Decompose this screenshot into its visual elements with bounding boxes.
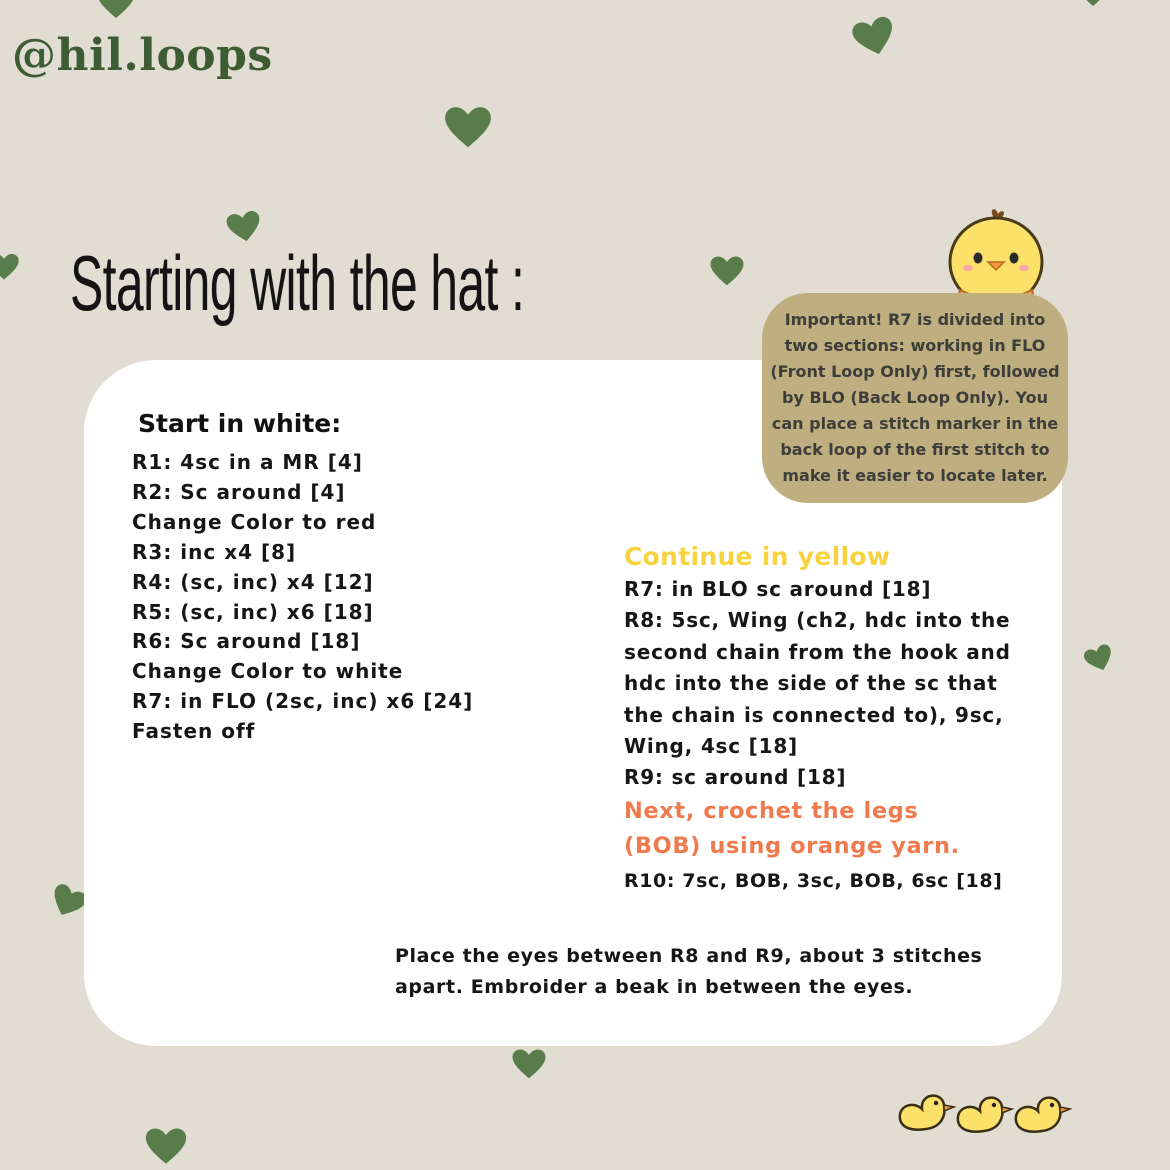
heart-icon (443, 103, 493, 149)
heart-icon (1080, 0, 1106, 6)
row-r7-blo: R7: in BLO sc around [18] (624, 577, 932, 601)
eyes-line: Place the eyes between R8 and R9, about 3 stitches (395, 945, 983, 967)
continue-in-yellow-heading: Continue in yellow (624, 542, 891, 571)
row-r8-cont: the chain is connected to), 9sc, (624, 702, 1004, 727)
row-r7-flo: R7: in FLO (2sc, inc) x6 [24] (132, 689, 474, 714)
row-r8-cont: Wing, 4sc [18] (624, 734, 798, 759)
important-note (762, 293, 1068, 503)
row-r8-cont: second chain from the hook and (624, 639, 1011, 664)
instagram-handle: @hil.loops (12, 30, 273, 81)
note-line: by BLO (Back Loop Only). You (781, 388, 1048, 407)
note-line: (Front Loop Only) first, followed (770, 362, 1060, 381)
row-r8-cont: hdc into the side of the sc that (624, 671, 998, 696)
note-line: two sections: working in FLO (784, 336, 1046, 355)
row-r6: R6: Sc around [18] (132, 629, 361, 654)
row-r5: R5: (sc, inc) x6 [18] (132, 599, 374, 624)
legs-heading: Next, crochet the legs (624, 797, 919, 824)
row-r9: R9: sc around [18] (624, 765, 847, 790)
duck-icon (896, 1085, 1072, 1135)
note-line: back loop of the first stitch to (780, 440, 1050, 459)
right-instructions (624, 540, 1011, 898)
row-r4: R4: (sc, inc) x4 [12] (132, 569, 374, 594)
heart-icon (144, 1124, 188, 1166)
note-line: make it easier to locate later. (782, 466, 1048, 485)
start-in-white-heading: Start in white: (138, 409, 342, 438)
heart-icon (511, 1046, 547, 1080)
row-r1: R1: 4sc in a MR [4] (132, 450, 363, 474)
heart-icon (709, 254, 745, 286)
row-r3: R3: inc x4 [8] (132, 539, 297, 564)
color-change-red: Change Color to red (132, 509, 377, 534)
heart-icon (0, 252, 20, 280)
row-r8: R8: 5sc, Wing (ch2, hdc into the (624, 608, 1011, 633)
legs-heading: (BOB) using orange yarn. (624, 832, 960, 859)
fasten-off: Fasten off (132, 719, 256, 744)
note-line: Important! R7 is divided into (784, 310, 1046, 329)
row-r2: R2: Sc around [4] (132, 479, 346, 504)
color-change-white: Change Color to white (132, 659, 404, 684)
heart-icon (847, 9, 901, 63)
row-r10: R10: 7sc, BOB, 3sc, BOB, 6sc [18] (624, 869, 1003, 892)
eyes-line: apart. Embroider a beak in between the eyes. (395, 976, 914, 998)
note-line: can place a stitch marker in the (771, 414, 1059, 433)
left-instructions (132, 407, 473, 747)
eyes-instruction (395, 941, 982, 1003)
page-title: Starting with the hat : (70, 239, 525, 327)
chick-icon (938, 206, 1054, 306)
heart-icon (96, 0, 136, 18)
heart-icon (1080, 640, 1118, 677)
